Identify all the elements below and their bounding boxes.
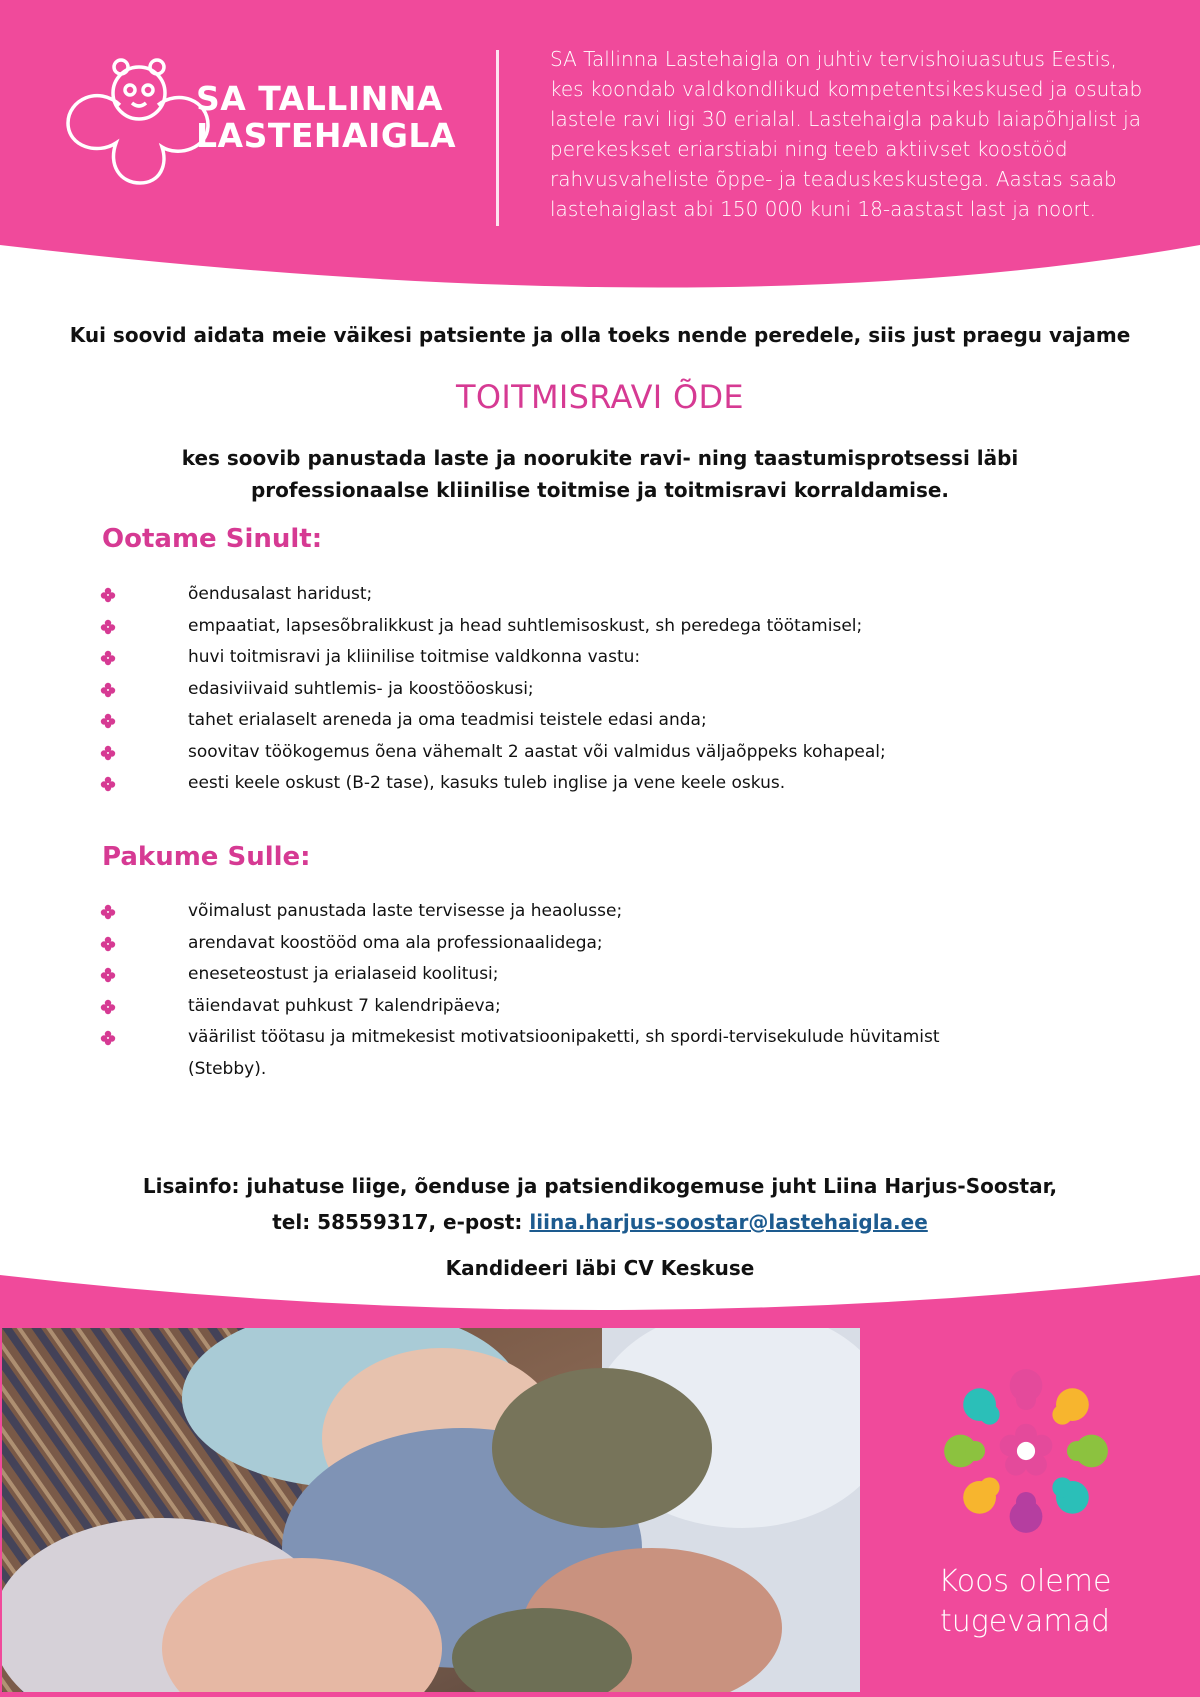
list-item: võimalust panustada laste tervisesse ja heaolusse; (100, 896, 1020, 928)
logo-line-1: SA TALLINNA (196, 79, 443, 118)
offer-heading: Pakume Sulle: (102, 842, 311, 872)
pink-flower-bullet-icon (100, 587, 116, 603)
pink-flower-bullet-icon (100, 936, 116, 952)
colorful-bear-flower-emblem-icon (935, 1360, 1117, 1542)
pink-flower-bullet-icon (100, 650, 116, 666)
slogan-line-2: tugevamad (939, 1604, 1111, 1639)
list-item: huvi toitmisravi ja kliinilise toitmise valdkonna vastu: (100, 642, 1000, 674)
intro-paragraph: SA Tallinna Lastehaigla on juhtiv tervishoiuasutus Eestis, kes koondab valdkondlikud kompetentsikeskused ja osutab lastele ravi ligi 30 erialal. Lastehaigla pakub laiapõhjalist ja perekeskset eriarstiabi ning teeb aktiivset koostööd rahvusvaheliste õppe- ja teaduskeskustega. Aastas saab lastehaiglast abi 150 000 kuni 18-aastast last ja noort. (550, 47, 1143, 221)
pink-flower-bullet-icon (100, 713, 116, 729)
expect-list (100, 579, 1000, 800)
list-item: eesti keele oskust (B-2 tase), kasuks tuleb inglise ja vene keele oskus. (100, 768, 1000, 800)
contact-line-1: Lisainfo: juhatuse liige, õenduse ja patsiendikogemuse juht Liina Harjus-Soostar, (142, 1174, 1058, 1198)
apply-text: Kandideeri läbi CV Keskuse (445, 1256, 755, 1280)
pink-flower-bullet-icon (100, 619, 116, 635)
pink-flower-bullet-icon (100, 967, 116, 983)
list-item: eneseteostust ja erialaseid koolitusi; (100, 959, 1020, 991)
lead-sentence: Kui soovid aidata meie väikesi patsiente ja olla toeks nende peredele, siis just praegu vajame (69, 323, 1131, 347)
pink-flower-bullet-icon (100, 1030, 116, 1046)
slogan (900, 1562, 1150, 1642)
subtitle-line-2: professionaalse kliinilise toitmise ja toitmisravi korraldamise. (250, 478, 950, 502)
offer-list (100, 896, 1020, 1085)
list-item: edasiviivaid suhtlemis- ja koostööoskusi; (100, 674, 1000, 706)
contact-line-2 (0, 1204, 1200, 1240)
list-item: tahet erialaselt areneda ja oma teadmisi teistele edasi anda; (100, 705, 1000, 737)
pink-flower-bullet-icon (100, 776, 116, 792)
subtitle-line-1: kes soovib panustada laste ja noorukite ravi- ning taastumisprotsessi läbi (181, 446, 1019, 470)
slogan-line-1: Koos oleme (938, 1564, 1112, 1599)
job-title: TOITMISRAVI ÕDE (456, 378, 744, 416)
list-item: arendavat koostööd oma ala professionaalidega; (100, 928, 1020, 960)
contact-phone-label: tel: 58559317, e-post: (272, 1210, 530, 1234)
list-item: õendusalast haridust; (100, 579, 1000, 611)
job-subtitle (0, 442, 1200, 506)
list-item: soovitav töökogemus õena vähemalt 2 aastat või valmidus väljaõppeks kohapeal; (100, 737, 1000, 769)
pink-flower-bullet-icon (100, 904, 116, 920)
list-item: täiendavat puhkust 7 kalendripäeva; (100, 991, 1020, 1023)
list-item: empaatiat, lapsesõbralikkust ja head suhtlemisoskust, sh peredega töötamisel; (100, 611, 1000, 643)
logo-wordmark (196, 80, 456, 154)
expect-heading: Ootame Sinult: (102, 524, 323, 554)
contact-email-link[interactable]: liina.harjus-soostar@lastehaigla.ee (529, 1210, 928, 1234)
list-item: väärilist töötasu ja mitmekesist motivatsioonipaketti, sh spordi-tervisekulude hüvitamist (Stebby). (100, 1022, 1020, 1085)
logo-line-2: LASTEHAIGLA (196, 116, 456, 155)
pink-flower-bullet-icon (100, 682, 116, 698)
header-divider (496, 50, 499, 226)
contact-info (0, 1168, 1200, 1240)
pink-flower-bullet-icon (100, 999, 116, 1015)
pink-flower-bullet-icon (100, 745, 116, 761)
babies-photo (2, 1328, 860, 1692)
